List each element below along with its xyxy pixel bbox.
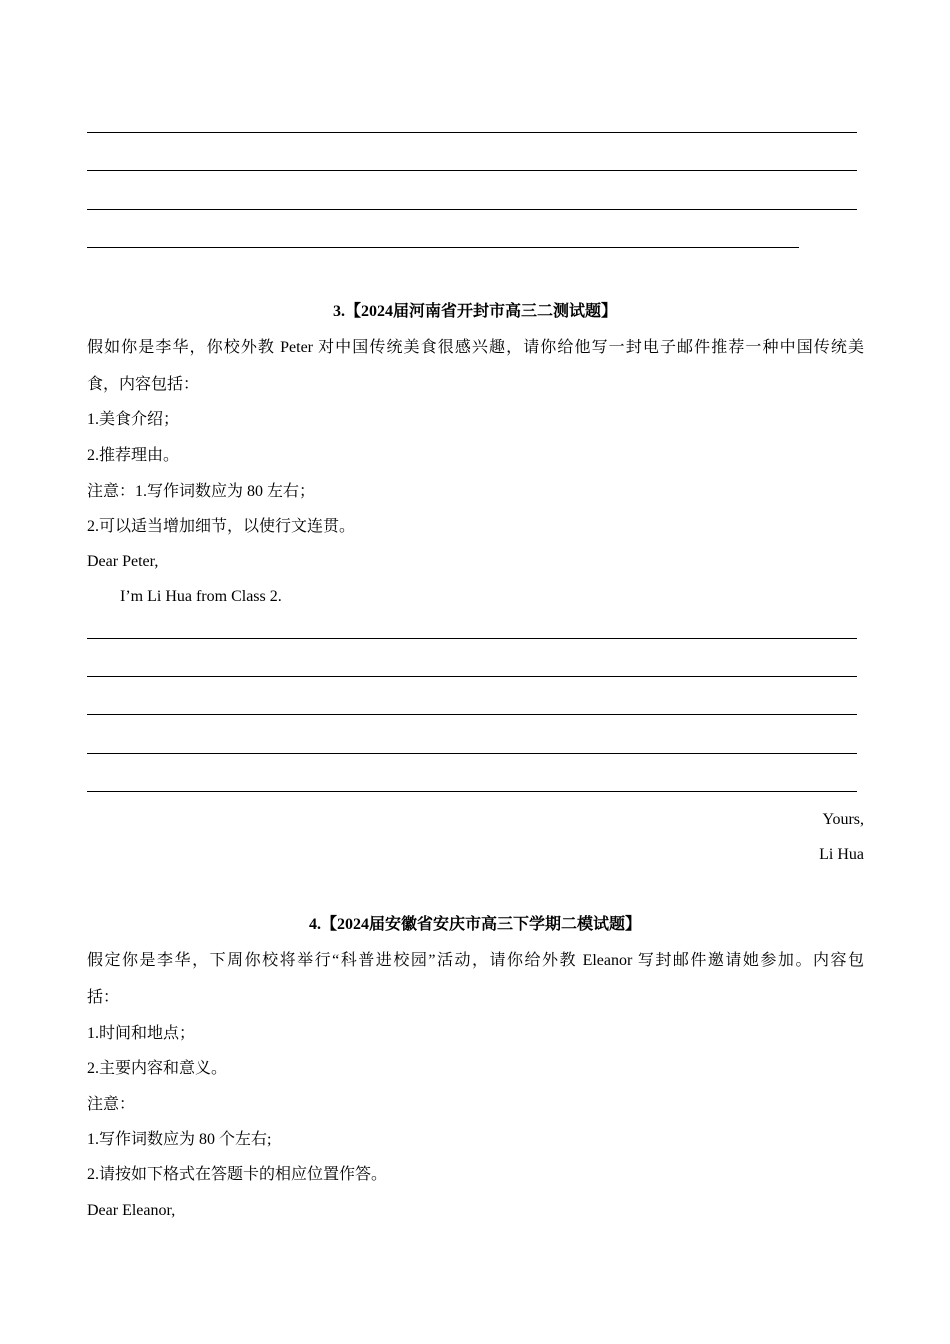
q3-note-2: 2.可以适当增加细节，以使行文连贯。: [87, 518, 356, 535]
answer-line: [87, 714, 857, 715]
answer-line: [87, 132, 857, 133]
q4-point-1: 1.时间和地点；: [87, 1025, 196, 1042]
q4-point-2: 2.主要内容和意义。: [87, 1060, 228, 1077]
q4-note-1: 1.写作词数应为 80 个左右;: [87, 1131, 272, 1148]
q4-note-label: 注意：: [87, 1096, 136, 1113]
q3-title: 3.【2024届河南省开封市高三二测试题】: [332, 303, 617, 320]
q4-title: 4.【2024届安徽省安庆市高三下学期二模试题】: [308, 916, 641, 933]
q3-note-1: 注意：1.写作词数应为 80 左右；: [87, 483, 316, 500]
q3-point-2: 2.推荐理由。: [87, 447, 180, 464]
q4-note-2: 2.请按如下格式在答题卡的相应位置作答。: [87, 1166, 388, 1183]
answer-line: [87, 753, 857, 754]
answer-line: [87, 791, 857, 792]
q4-greeting: Dear Eleanor,: [87, 1202, 176, 1219]
answer-line: [87, 676, 857, 677]
answer-line: [87, 209, 857, 210]
q4-prompt-line-1: 假定你是李华，下周你校将举行“科普进校园”活动，请你给外教 Eleanor 写封邮件邀请她参加。内容包: [87, 952, 864, 969]
q3-closing: Yours,: [822, 811, 864, 828]
q3-signature: Li Hua: [819, 846, 864, 863]
q3-opening: I’m Li Hua from Class 2.: [120, 588, 282, 605]
q4-prompt-line-2: 括：: [87, 989, 120, 1006]
answer-line: [87, 247, 799, 248]
answer-line: [87, 170, 857, 171]
q3-prompt-line-2: 食，内容包括：: [87, 376, 200, 393]
q3-point-1: 1.美食介绍；: [87, 411, 180, 428]
q3-prompt-line-1: 假如你是李华，你校外教 Peter 对中国传统美食很感兴趣，请你给他写一封电子邮件推荐一种中国传统美: [87, 339, 864, 356]
answer-line: [87, 638, 857, 639]
q3-greeting: Dear Peter,: [87, 553, 159, 570]
